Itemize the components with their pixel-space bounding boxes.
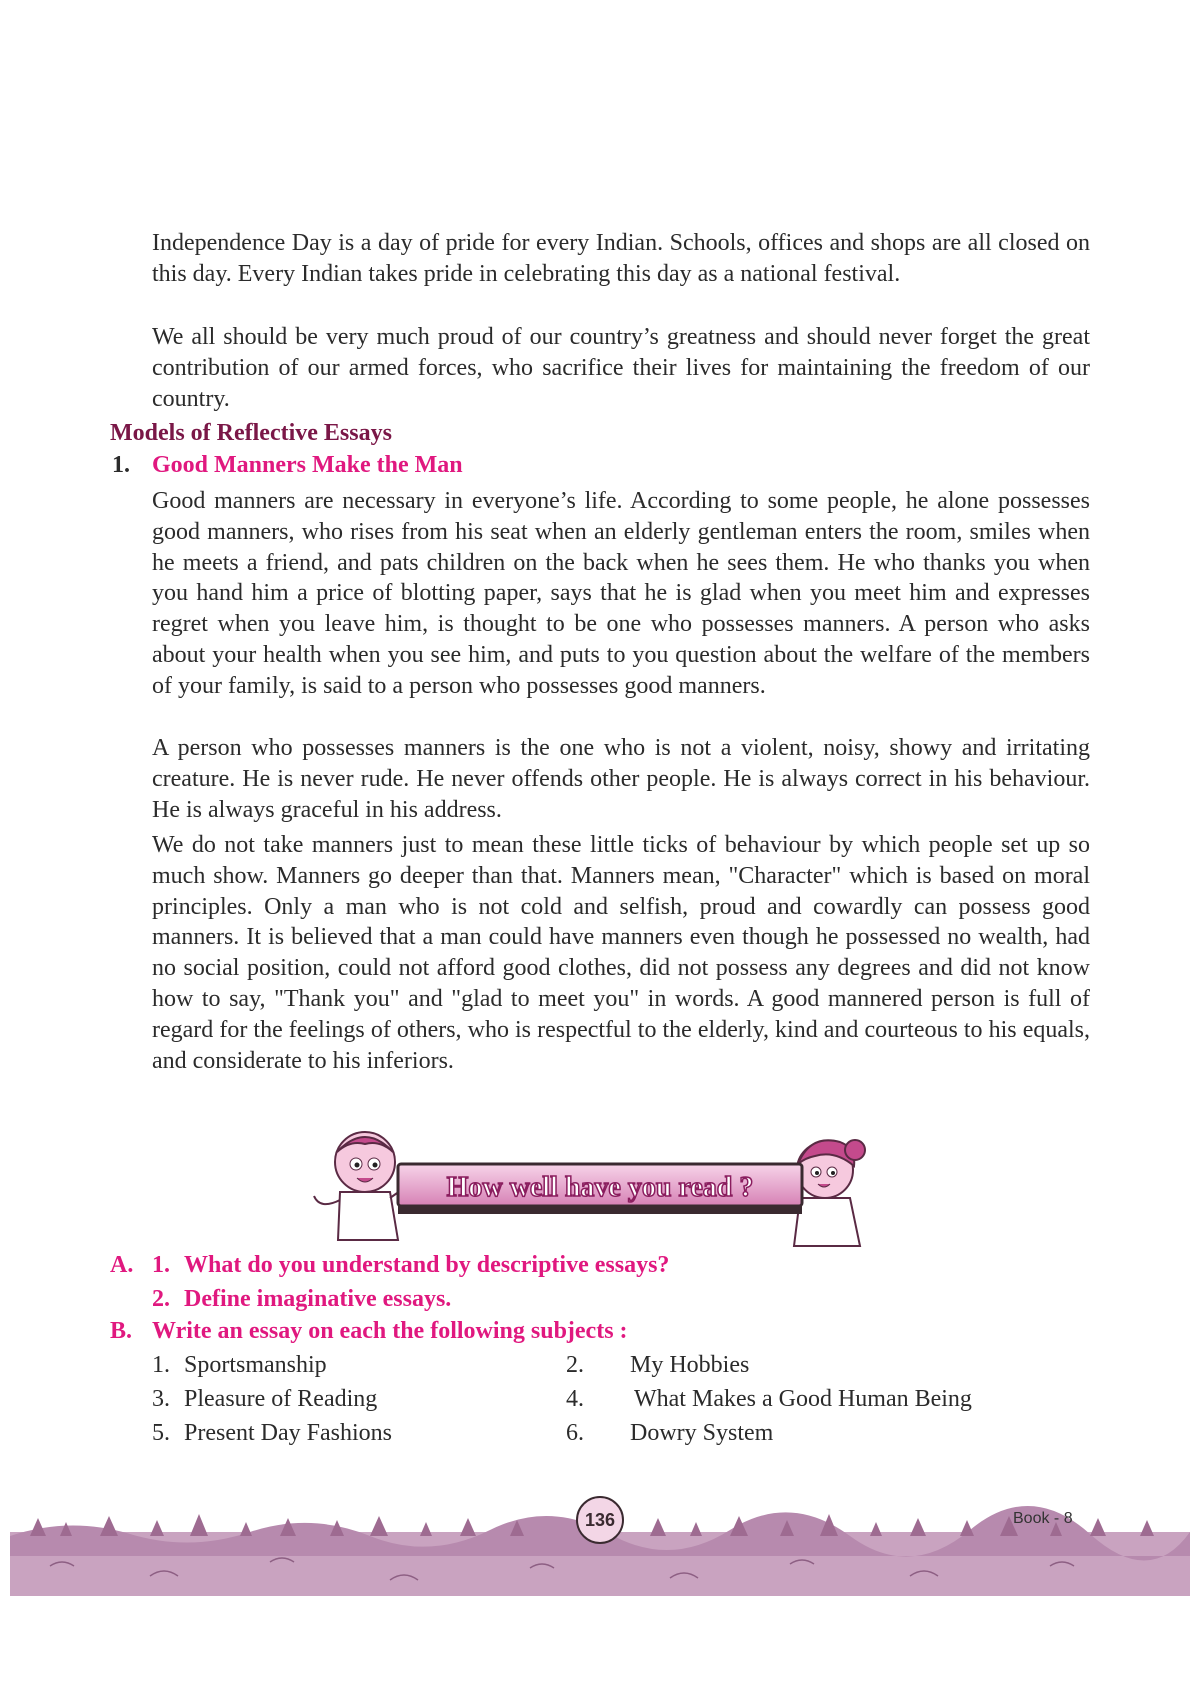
label-a: A. [110, 1252, 134, 1278]
section-heading: Models of Reflective Essays [110, 420, 392, 446]
book-label: Book - 8 [1013, 1510, 1073, 1527]
page-number: 136 [576, 1496, 624, 1544]
boy-illustration [314, 1132, 410, 1240]
question-number: 1. [152, 1252, 170, 1278]
question-b-instruction: Write an essay on each the following subjects : [152, 1318, 628, 1344]
essay-title [112, 452, 463, 479]
topic-item: 3. Pleasure of Reading [152, 1386, 378, 1412]
label-b: B. [110, 1318, 133, 1344]
banner-text: How well have you read ? [446, 1172, 754, 1203]
topic-item: 1. Sportsmanship [152, 1352, 327, 1378]
question-a1 [110, 1252, 669, 1279]
how-well-have-you-read-banner [310, 1122, 880, 1252]
intro-paragraph-1: Independence Day is a day of pride for every Indian. Schools, offices and shops are all closed on this day. Every Indian takes pride in celebrating this day as a national festival. [152, 230, 1090, 287]
question-b [110, 1318, 628, 1345]
question-number: 2. [152, 1286, 170, 1312]
question-text: What do you understand by descriptive essays? [184, 1252, 670, 1278]
question-a2 [152, 1286, 451, 1313]
topic-item: 6. Dowry System [566, 1420, 774, 1446]
topic-item: 4. What Makes a Good Human Being [566, 1386, 972, 1412]
essay-paragraph-1: Good manners are necessary in everyone’s life. According to some people, he alone possesses good manners, who rises from his seat when an elderly gentleman enters the room, smiles when he meets a friend, and pats children on the back when he sees them. He who thanks you when you hand him a price of blotting paper, says that he is glad when you meet him and expresses regret when you leave him, is thought to be one who possesses manners. A person who asks about your health when you see him, and puts to you question about the welfare of the members of your family, is said to a person who possesses good manners. [152, 488, 1090, 699]
intro-paragraph-2: We all should be very much proud of our country’s greatness and should never forget the great contribution of our armed forces, who sacrifice their lives for maintaining the freedom of our country. [152, 324, 1090, 412]
topic-item: 2. My Hobbies [566, 1352, 750, 1378]
question-text: Define imaginative essays. [184, 1286, 452, 1312]
essay-paragraph-3: We do not take manners just to mean these little ticks of behaviour by which people set up so much show. Manners go deeper than that. Manners mean, "Character" which is based on moral principles. Only a man who is not cold and selfish, proud and cowardly can possess good manners. It is believed that a man could have manners even though he possessed no wealth, had no social position, could not afford good clothes, did not possess any degrees and did not know how to say, "Thank you" and "glad to meet you" in words. A good mannered person is full of regard for the feelings of others, who is respectful to the elderly, kind and courteous to his equals, and considerate to his inferiors. [152, 832, 1090, 1074]
topic-item: 5. Present Day Fashions [152, 1420, 392, 1446]
essay-title-text: Good Manners Make the Man [152, 452, 463, 478]
essay-number: 1. [112, 452, 130, 478]
essay-paragraph-2: A person who possesses manners is the one who is not a violent, noisy, showy and irritating creature. He is never rude. He never offends other people. He is always correct in his behaviour. He is always graceful in his address. [152, 735, 1090, 823]
